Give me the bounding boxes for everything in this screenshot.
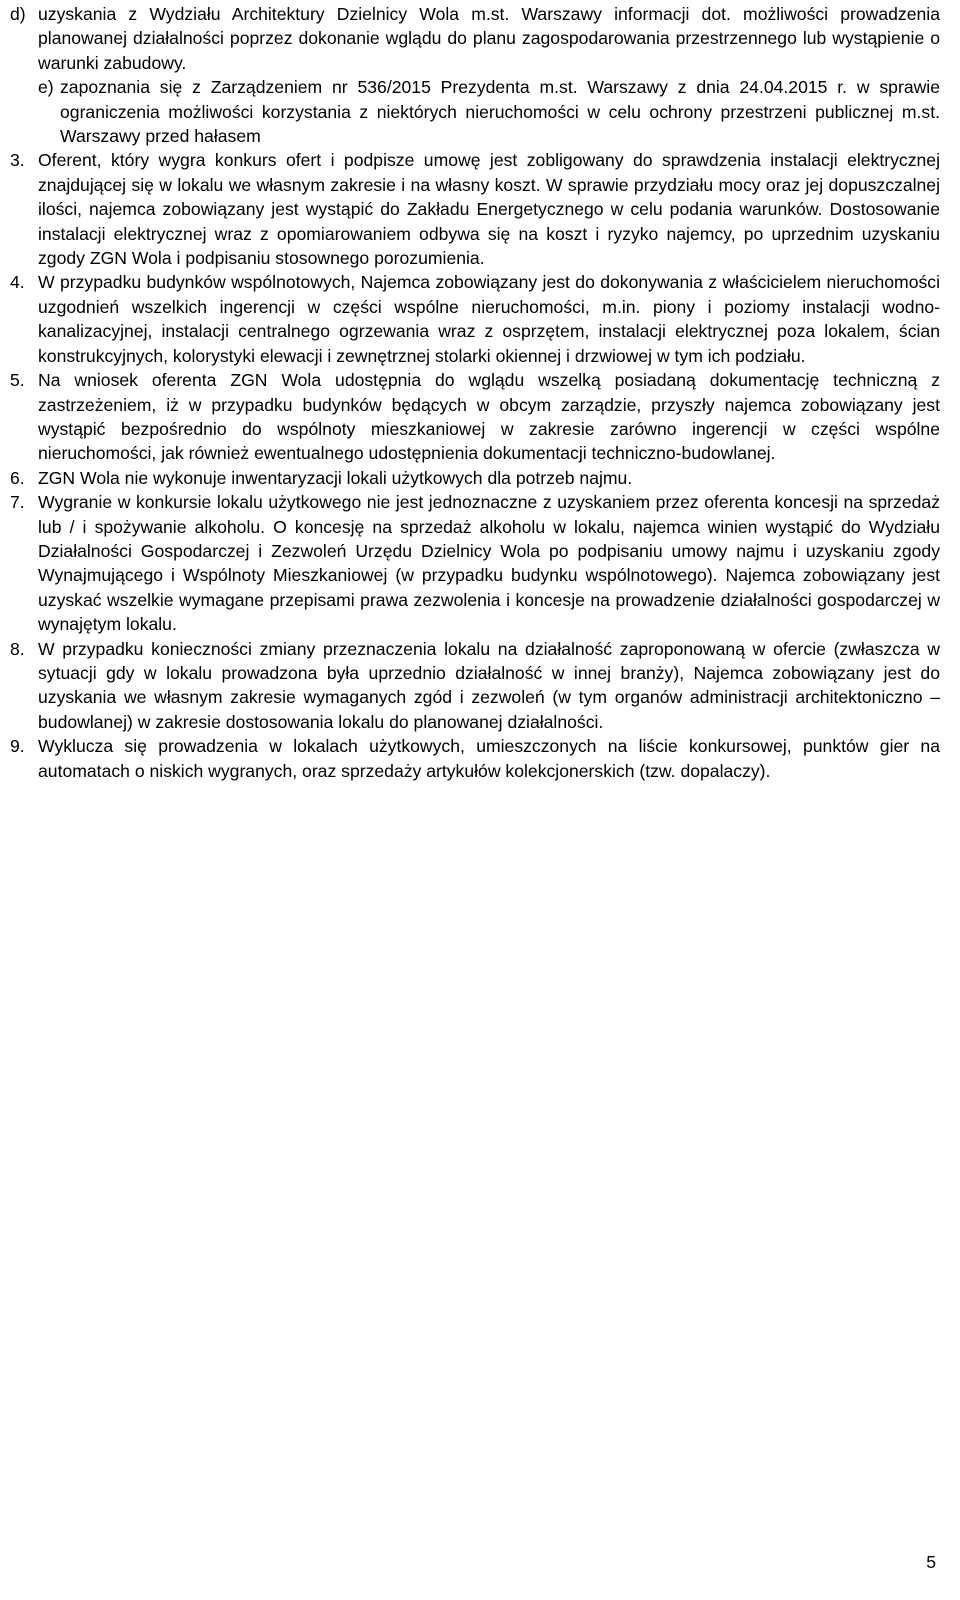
document-body <box>10 2 940 783</box>
list-item-4 <box>10 270 940 368</box>
list-item-e <box>10 75 940 148</box>
list-marker: 5. <box>10 370 25 391</box>
list-item-text: W przypadku konieczności zmiany przeznaczenia lokalu na działalność zaproponowaną w ofercie (zwłaszcza w sytuacji gdy w lokalu prowadzona była uprzednio działalność w innej branży), Najemca zobowiązany jest do uzyskania we własnym zakresie wymaganych zgód i zezwoleń (w tym organów administracji architektoniczno – budowlanej) w zakresie dostosowania lokalu do planowanej działalności. <box>38 638 940 732</box>
list-marker: e) <box>38 77 54 98</box>
list-item-6 <box>10 466 940 490</box>
list-item-text: Na wniosek oferenta ZGN Wola udostępnia do wglądu wszelką posiadaną dokumentację techniczną z zastrzeżeniem, iż w przypadku budynków będących w obcym zarządzie, przyszły najemca zobowiązany jest wystąpić bezpośrednio do wspólnoty mieszkaniowej w zakresie zarówno ingerencji w części wspólne nieruchomości, jak również ewentualnego udostępnienia dokumentacji techniczno-budowlanej. <box>38 370 940 464</box>
list-item-text: Wyklucza się prowadzenia w lokalach użytkowych, umieszczonych na liście konkursowej, punktów gier na automatach o niskich wygranych, oraz sprzedaży artykułów kolekcjonerskich (tzw. dopalaczy). <box>38 736 940 781</box>
list-item-d <box>10 2 940 75</box>
list-marker: 9. <box>10 736 25 757</box>
list-item-7 <box>10 490 940 636</box>
list-item-text: Wygranie w konkursie lokalu użytkowego nie jest jednoznaczne z uzyskaniem przez oferenta koncesji na sprzedaż lub / i spożywanie alkoholu. O koncesję na sprzedaż alkoholu w lokalu, najemca winien wystąpić do Wydziału Działalności Gospodarczej i Zezwoleń Urzędu Dzielnicy Wola po podpisaniu umowy najmu i uzyskaniu zgody Wynajmującego i Wspólnoty Mieszkaniowej (w przypadku budynku wspólnotowego). Najemca zobowiązany jest uzyskać wszelkie wymagane przepisami prawa zezwolenia i koncesje na prowadzenie działalności gospodarczej w wynajętym lokalu. <box>38 492 940 635</box>
list-item-9 <box>10 734 940 783</box>
list-item-3 <box>10 148 940 270</box>
list-item-text: uzyskania z Wydziału Architektury Dzielnicy Wola m.st. Warszawy informacji dot. możliwości prowadzenia planowanej działalności poprzez dokonanie wglądu do planu zagospodarowania przestrzennego lub wystąpienie o warunki zabudowy. <box>38 4 940 73</box>
list-marker: 6. <box>10 467 25 488</box>
list-marker: 4. <box>10 272 25 293</box>
list-marker: 8. <box>10 638 25 659</box>
list-item-5 <box>10 368 940 466</box>
list-item-text: Oferent, który wygra konkurs ofert i podpisze umowę jest zobligowany do sprawdzenia instalacji elektrycznej znajdującej się w lokalu we własnym zakresie i na własny koszt. W sprawie przydziału mocy oraz jej dopuszczalnej ilości, najemca zobowiązany jest wystąpić do Zakładu Energetycznego w celu podania warunków. Dostosowanie instalacji elektrycznej wraz z opomiarowaniem odbywa się na koszt i ryzyko najemcy, po uprzednim uzyskaniu zgody ZGN Wola i podpisaniu stosownego porozumienia. <box>38 150 940 269</box>
list-item-text: ZGN Wola nie wykonuje inwentaryzacji lokali użytkowych dla potrzeb najmu. <box>38 467 633 488</box>
list-item-text: W przypadku budynków wspólnotowych, Najemca zobowiązany jest do dokonywania z właścicielem nieruchomości uzgodnień wszelkich ingerencji w części wspólne nieruchomości, m.in. piony i poziomy instalacji wodno-kanalizacyjnej, instalacji centralnego ogrzewania wraz z osprzętem, instalacji elektrycznej poza lokalem, ścian konstrukcyjnych, kolorystyki elewacji i zewnętrznej stolarki okiennej i drzwiowej w tym ich podziału. <box>38 272 940 366</box>
list-marker: d) <box>10 4 26 24</box>
list-marker: 3. <box>10 150 25 171</box>
list-item-text: zapoznania się z Zarządzeniem nr 536/2015 Prezydenta m.st. Warszawy z dnia 24.04.2015 r. w sprawie ograniczenia możliwości korzystania z niektórych nieruchomości w celu ochrony przestrzeni publicznej m.st. Warszawy przed hałasem <box>60 77 940 147</box>
list-item-8 <box>10 637 940 735</box>
page-number: 5 <box>926 1552 936 1572</box>
list-marker: 7. <box>10 492 25 513</box>
